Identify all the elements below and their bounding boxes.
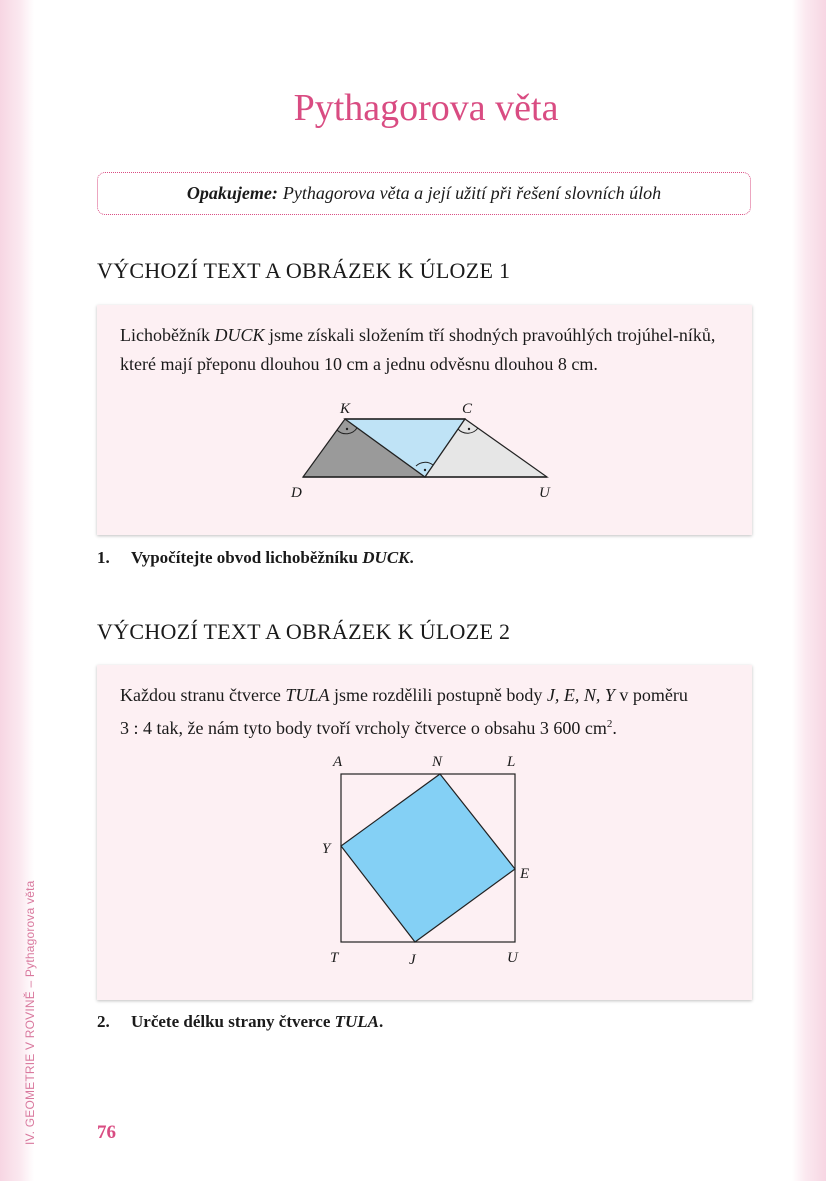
- task1-number: 1.: [97, 548, 110, 567]
- trapezoid-name: DUCK: [214, 325, 265, 345]
- label-J: J: [409, 952, 416, 968]
- task2-number: 2.: [97, 1012, 110, 1031]
- label-E: E: [520, 866, 530, 882]
- section1-box: [97, 305, 752, 535]
- recap-text: Pythagorova věta a její užití při řešení slovních úloh: [282, 183, 662, 203]
- right-page-edge: [792, 0, 826, 1181]
- label-T: T: [330, 950, 339, 966]
- label-A: A: [333, 754, 343, 770]
- section2-text: Každou stranu čtverce TULA jsme rozdělili postupně body J, E, N, Y v poměru 3 : 4 tak, že nám tyto body tvoří vrcholy čtverce o obsahu 3 600 $cm^2$.: [120, 685, 688, 738]
- recap-label: Opakujeme:: [186, 183, 278, 203]
- label-N: N: [432, 754, 443, 770]
- label-U: U: [539, 485, 550, 501]
- square-figure: [317, 750, 537, 970]
- page-number: 76: [97, 1122, 116, 1143]
- label-U2: U: [507, 950, 518, 966]
- section2-box: [97, 665, 752, 1000]
- section1-text: Lichoběžník DUCK jsme získali složením tří shodných pravoúhlých trojúhel-níků, které mají přeponu dlouhou 10 cm a jednu odvěsnu dlouhou 8 cm.: [120, 325, 716, 374]
- label-Y: Y: [322, 841, 331, 857]
- label-L: L: [507, 754, 516, 770]
- task2: 2. Určete délku strany čtverce TULA.: [97, 1012, 384, 1031]
- label-C: C: [462, 401, 473, 417]
- inner-square: [341, 774, 515, 942]
- task2-name: TULA: [334, 1012, 380, 1031]
- side-chapter-label: IV. GEOMETRIE V ROVINĚ – Pythagorova věta: [23, 880, 37, 1145]
- page-title: Pythagorova věta: [293, 87, 559, 129]
- task1: 1. Vypočítejte obvod lichoběžníku DUCK.: [97, 548, 414, 567]
- section2-heading: VÝCHOZÍ TEXT A OBRÁZEK K ÚLOZE 2: [97, 619, 511, 644]
- recap-box: [97, 172, 751, 215]
- trapezoid-figure: [287, 397, 567, 507]
- section1-heading: VÝCHOZÍ TEXT A OBRÁZEK K ÚLOZE 1: [97, 258, 511, 283]
- label-D: D: [291, 485, 302, 501]
- task1-name: DUCK: [362, 548, 410, 567]
- label-K: K: [340, 401, 351, 417]
